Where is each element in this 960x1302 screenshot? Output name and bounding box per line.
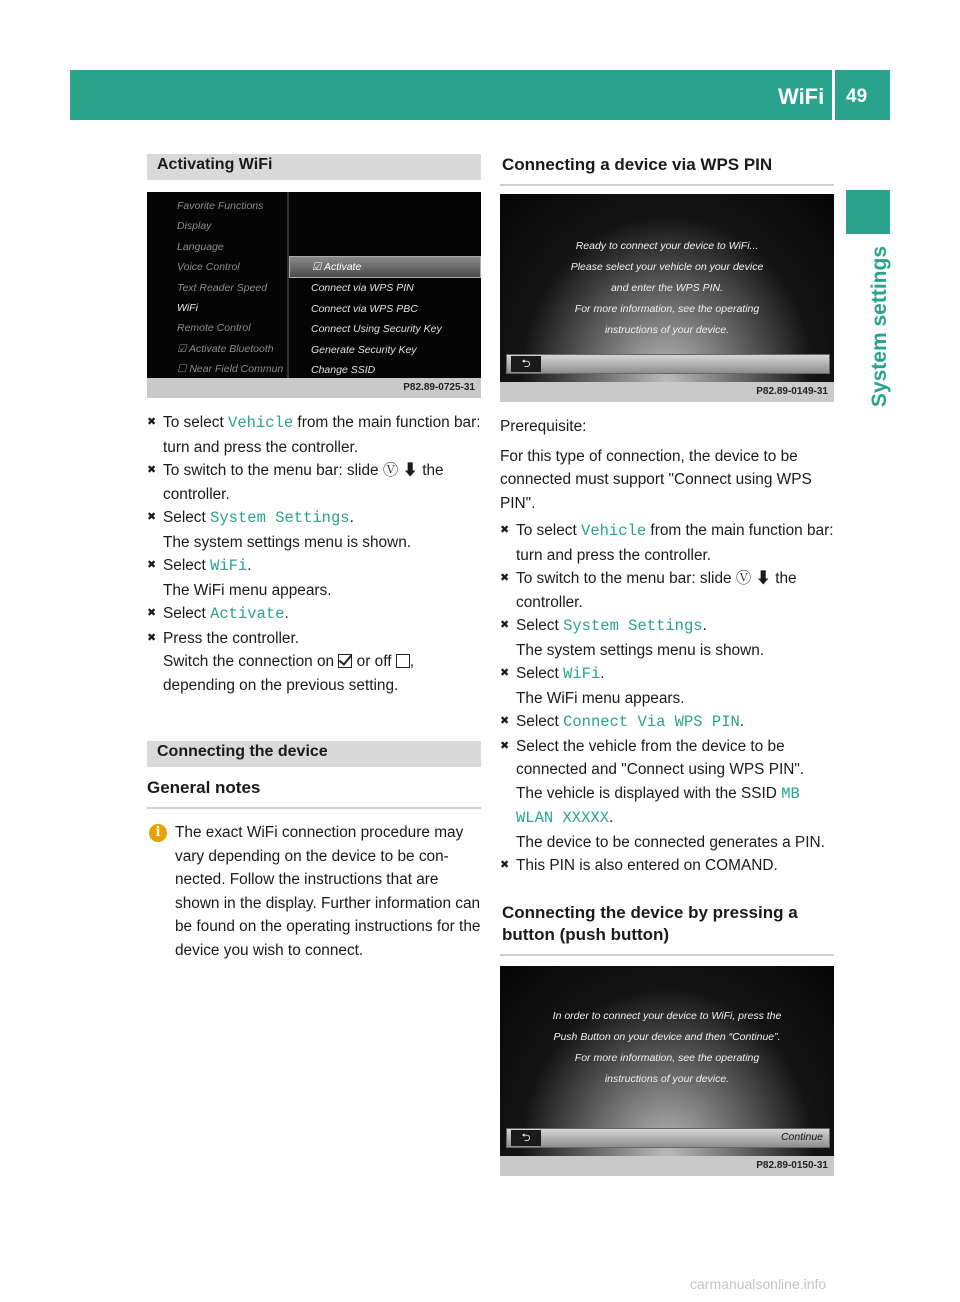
checkbox-unchecked-icon <box>396 654 410 668</box>
instruction-step: ✖ Select System Settings. The system settings menu is shown. <box>147 506 481 554</box>
instruction-step: ✖ Select WiFi. The WiFi menu appears. <box>500 662 834 710</box>
instruction-step: ✖ Select the vehicle from the device to be connected and "Connect using WPS PIN". The vehicle is displayed with the SSID MB WLAN XXXXX. The device to be connected generates a PIN. <box>500 735 834 855</box>
dialog-button-bar <box>506 354 830 374</box>
info-icon: i <box>149 824 167 842</box>
menu-item-selected: WiFi <box>177 302 198 315</box>
side-tab-label: System settings <box>868 246 891 408</box>
step-arrow-icon: ✖ <box>500 739 510 752</box>
step-arrow-icon: ✖ <box>500 572 510 584</box>
step-arrow-icon: ✖ <box>500 859 510 871</box>
instruction-step: ✖ To switch to the menu bar: slide Ⓥ ⬇ the controller. <box>500 567 834 614</box>
watermark: carmanualsonline.info <box>690 1276 827 1292</box>
system-settings-menu <box>147 192 287 378</box>
figure-caption: P82.89-0150-31 <box>500 1156 834 1176</box>
step-result: The WiFi menu appears. <box>163 581 332 599</box>
wps-pin-heading: Connecting a device via WPS PIN <box>500 154 834 186</box>
prerequisite-text: For this type of connection, the device to be connected must support "Connect using WPS PIN". <box>500 447 812 512</box>
submenu-item-highlighted: ☑ Activate <box>289 256 481 278</box>
controller-slide-symbol: Ⓥ ⬇ <box>735 570 771 587</box>
menu-item: Text Reader Speed <box>177 281 268 294</box>
figure-caption: P82.89-0725-31 <box>147 378 481 398</box>
header-band <box>70 70 890 120</box>
menu-term: WiFi <box>563 665 601 683</box>
section-title-connecting-device: Connecting the device <box>147 741 481 767</box>
wifi-menu-screenshot <box>147 192 481 378</box>
instruction-step: ✖ To switch to the menu bar: slide Ⓥ ⬇ the controller. <box>147 459 481 506</box>
info-note-text: The exact WiFi connection procedure may vary depending on the device to be con-nected. Follow the instructions that are shown in the display. Further information can be found on the operating instructions for the device you wish to connect. <box>175 824 481 959</box>
step-arrow-icon: ✖ <box>147 464 157 476</box>
submenu-item: Change SSID <box>311 364 376 377</box>
figure-caption: P82.89-0149-31 <box>500 382 834 402</box>
section-title-activating-wifi: Activating WiFi <box>147 154 481 180</box>
dialog-message: Ready to connect your device to WiFi... Please select your vehicle on your device and enter the WPS PIN. For more information, see the operating instructions of your device. <box>570 240 764 336</box>
menu-item: ☐ Near Field Commun <box>177 363 284 376</box>
menu-term: System Settings <box>210 509 350 527</box>
step-result: The WiFi menu appears. <box>516 689 685 707</box>
menu-item: Display <box>177 220 212 233</box>
menu-item: ☑ Activate Bluetooth <box>177 342 274 355</box>
push-button-heading: Connecting the device by pressing a button (push button) <box>500 902 834 956</box>
back-arrow-icon: ⮌ <box>511 1130 541 1146</box>
ssid-term: MB WLAN XXXXX <box>516 784 800 827</box>
step-result: The system settings menu is shown. <box>516 641 765 659</box>
continue-button-label: Continue <box>780 1130 823 1143</box>
menu-item: Favorite Functions <box>177 200 264 212</box>
step-arrow-icon: ✖ <box>500 619 510 631</box>
step-arrow-icon: ✖ <box>147 416 157 428</box>
dialog-button-bar <box>506 1128 830 1148</box>
wps-pin-dialog-screenshot <box>500 194 834 382</box>
running-header-title: WiFi <box>778 84 825 109</box>
submenu-item: Connect via WPS PIN <box>311 282 414 295</box>
page-number: 49 <box>846 86 868 107</box>
instruction-step: ✖ To select Vehicle from the main function bar: turn and press the controller. <box>147 411 481 459</box>
menu-term: WiFi <box>210 557 248 575</box>
menu-term: System Settings <box>563 617 703 635</box>
right-column <box>500 154 834 1176</box>
push-button-dialog-screenshot <box>500 966 834 1156</box>
instruction-step: ✖ Select WiFi. The WiFi menu appears. <box>147 554 481 602</box>
wifi-submenu <box>287 192 481 378</box>
step-arrow-icon: ✖ <box>500 667 510 679</box>
step-result: The device to be connected generates a PIN. <box>516 833 825 851</box>
back-arrow-icon: ⮌ <box>511 356 541 372</box>
header-divider <box>832 70 835 120</box>
menu-term: Vehicle <box>581 522 647 540</box>
step-arrow-icon: ✖ <box>500 715 510 727</box>
menu-term: Connect Via WPS PIN <box>563 713 740 731</box>
dialog-message: In order to connect your device to WiFi, press the Push Button on your device and then “Continue”. For more information, see the operating instructions of your device. <box>552 1009 782 1085</box>
info-note <box>147 821 481 962</box>
menu-term: Activate <box>210 605 285 623</box>
step-arrow-icon: ✖ <box>147 631 157 644</box>
menu-item: Language <box>177 240 224 253</box>
step-result: The system settings menu is shown. <box>163 533 412 551</box>
prerequisite-label: Prerequisite: <box>500 418 587 435</box>
step-arrow-icon: ✖ <box>147 511 157 523</box>
instruction-step: ✖ Press the controller. Switch the connection on or off , depending on the previous setting. <box>147 627 481 698</box>
menu-item: Remote Control <box>177 322 251 335</box>
menu-item: Voice Control <box>177 261 240 274</box>
instruction-step: ✖ Select System Settings. The system settings menu is shown. <box>500 614 834 662</box>
menu-term: Vehicle <box>228 414 294 432</box>
instruction-step: ✖ To select Vehicle from the main function bar: turn and press the controller. <box>500 519 834 567</box>
step-arrow-icon: ✖ <box>500 524 510 536</box>
step-arrow-icon: ✖ <box>147 607 157 619</box>
step-arrow-icon: ✖ <box>147 559 157 571</box>
checkbox-checked-icon <box>338 654 352 668</box>
instruction-step: ✖ This PIN is also entered on COMAND. <box>500 854 834 878</box>
left-column <box>147 154 481 962</box>
instruction-step: ✖ Select Connect Via WPS PIN. <box>500 710 834 735</box>
submenu-item: Connect Using Security Key <box>311 323 442 336</box>
controller-slide-symbol: Ⓥ ⬇ <box>382 462 418 479</box>
instruction-step: ✖ Select Activate. <box>147 602 481 627</box>
submenu-item: Generate Security Key <box>311 343 417 356</box>
side-tab-block <box>846 190 890 234</box>
general-notes-heading: General notes <box>147 777 481 809</box>
submenu-item: Connect via WPS PBC <box>311 302 418 315</box>
